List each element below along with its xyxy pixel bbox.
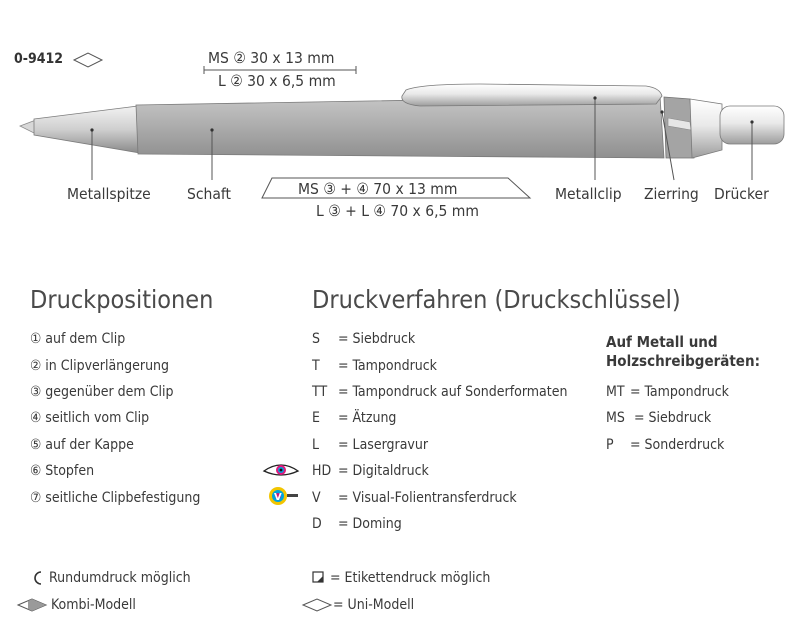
- kombi-model-icon: [16, 597, 48, 613]
- pen-barrel: [136, 96, 664, 158]
- method-desc: = Visual-Folientransferdruck: [338, 490, 517, 506]
- position-item: ③ gegenüber dem Clip: [30, 384, 174, 400]
- method-code: T: [312, 358, 320, 374]
- position-item: ⑤ auf der Kappe: [30, 437, 134, 453]
- part-label-ring: Zierring: [644, 185, 699, 203]
- svg-text:V: V: [274, 492, 282, 503]
- clip-print-ms: MS ② 30 x 13 mm: [208, 49, 335, 67]
- method-code: L: [312, 437, 320, 453]
- metal-code: MT: [606, 384, 625, 400]
- part-label-tip: Metallspitze: [67, 185, 151, 203]
- clip-print-l: L ② 30 x 6,5 mm: [218, 72, 336, 90]
- method-desc: = Tampondruck auf Sonderformaten: [338, 384, 568, 400]
- metal-desc: = Tampondruck: [630, 384, 729, 400]
- method-desc: = Doming: [338, 516, 402, 532]
- part-label-button: Drücker: [714, 185, 769, 203]
- legend-kombi: Kombi-Modell: [51, 597, 136, 613]
- method-code: HD: [312, 463, 332, 479]
- metal-heading-line1: Auf Metall und: [606, 333, 718, 351]
- position-item: ① auf dem Clip: [30, 331, 126, 347]
- legend-rundum: Rundumdruck möglich: [49, 570, 191, 586]
- barrel-print-l: L ③ + L ④ 70 x 6,5 mm: [316, 202, 479, 220]
- legend-etikett: = Etikettendruck möglich: [330, 570, 491, 586]
- position-item: ⑥ Stopfen: [30, 463, 95, 479]
- method-code: E: [312, 410, 320, 426]
- uni-model-legend-icon: [301, 597, 335, 613]
- product-code: 0-9412: [14, 51, 64, 67]
- method-code: V: [312, 490, 321, 506]
- position-item: ⑦ seitliche Clipbefestigung: [30, 490, 201, 506]
- metal-desc: = Sonderdruck: [630, 437, 725, 453]
- positions-heading: Druckpositionen: [30, 285, 214, 314]
- part-label-clip: Metallclip: [555, 185, 622, 203]
- eye-icon: [262, 462, 300, 480]
- methods-heading: Druckverfahren (Druckschlüssel): [312, 285, 681, 314]
- barrel-print-ms: MS ③ + ④ 70 x 13 mm: [298, 180, 458, 198]
- metal-heading-line2: Holzschreibgeräten:: [606, 352, 760, 370]
- pen-clip: [402, 84, 662, 106]
- pen-end-chrome: [690, 99, 722, 158]
- metal-code: P: [606, 437, 614, 453]
- visual-logo-icon: [268, 484, 300, 508]
- method-code: D: [312, 516, 322, 532]
- method-desc: = Tampondruck: [338, 358, 437, 374]
- method-desc: = Lasergravur: [338, 437, 429, 453]
- part-label-barrel: Schaft: [187, 185, 232, 203]
- pen-tip: [34, 106, 140, 153]
- position-item: ② in Clipverlängerung: [30, 358, 170, 374]
- rundum-icon: [30, 570, 46, 586]
- legend-uni: = Uni-Modell: [333, 597, 415, 613]
- method-code: TT: [312, 384, 328, 400]
- metal-code: MS: [606, 410, 625, 426]
- method-desc: = Digitaldruck: [338, 463, 429, 479]
- method-desc: = Ätzung: [338, 410, 397, 426]
- metal-desc: = Siebdruck: [634, 410, 712, 426]
- method-desc: = Siebdruck: [338, 331, 416, 347]
- etikett-icon: [311, 570, 327, 586]
- position-item: ④ seitlich vom Clip: [30, 410, 150, 426]
- method-code: S: [312, 331, 320, 347]
- uni-model-icon: [74, 53, 102, 67]
